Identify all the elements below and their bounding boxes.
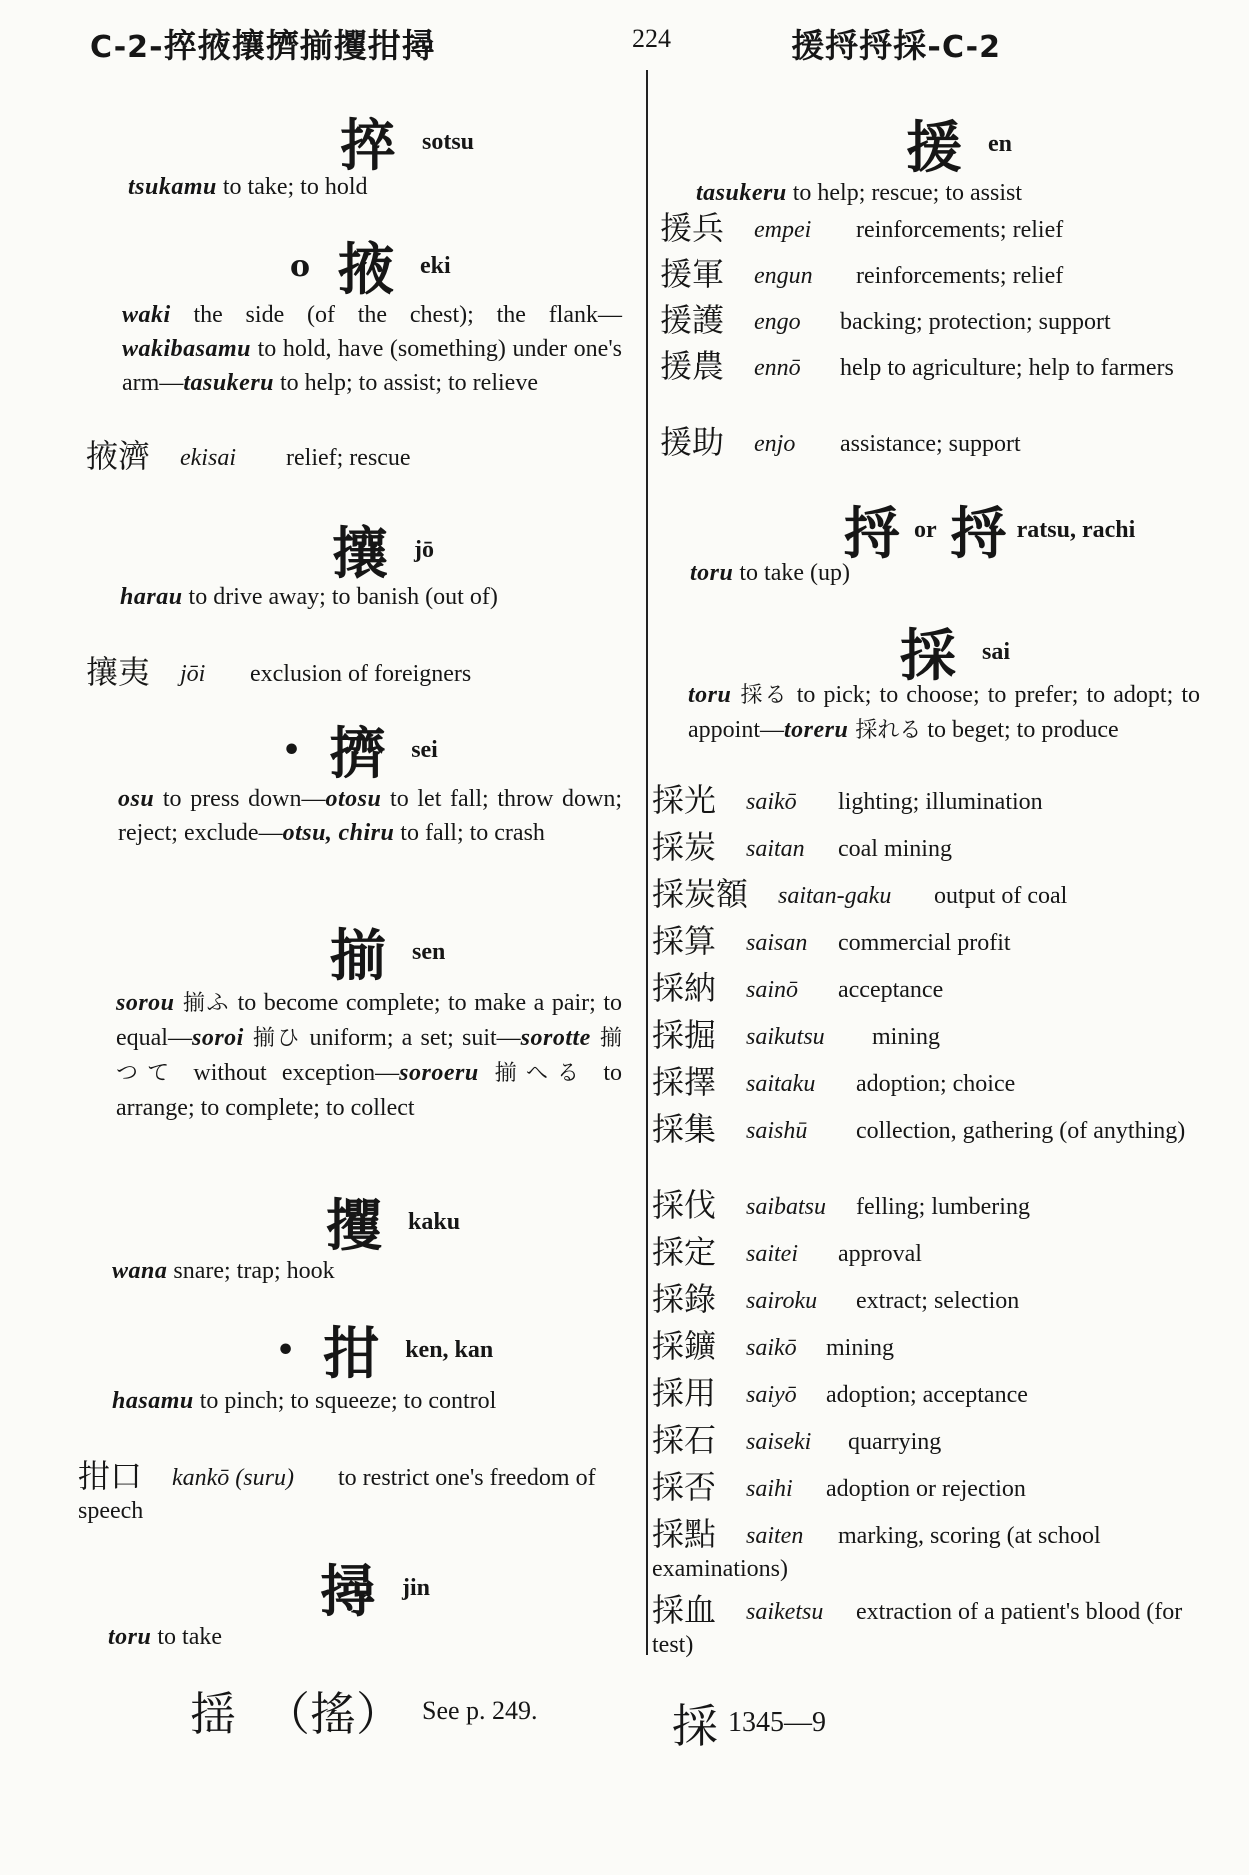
entry-definition (112, 1384, 622, 1418)
definition-text: to help; to assist; to relieve (274, 370, 538, 396)
headword-reading: sai (982, 638, 1011, 665)
compound-kanji: 採伐 (652, 1186, 717, 1224)
definition-text: to help; rescue; to assist (786, 180, 1022, 206)
reference-kanji: 揺 (190, 1687, 236, 1741)
page-number: 224 (632, 24, 671, 53)
page-reference (672, 1690, 826, 1756)
compound-entry (660, 209, 1208, 258)
compound-romaji: saitaku (746, 1071, 816, 1097)
compound-meaning: acceptance (838, 977, 944, 1003)
headword-or: or (914, 516, 937, 543)
compound-meaning: output of coal (934, 883, 1068, 909)
compound-romaji: kankō (suru) (172, 1465, 294, 1491)
compound-entry (660, 301, 1208, 350)
header-left-kanji: -捽掖攘擠揃攫拑撏 (149, 26, 436, 65)
frequency-mark-icon: • (282, 732, 302, 768)
definition-text: to take (151, 1624, 222, 1650)
entry-heading (326, 1182, 460, 1262)
compound-meaning: adoption; choice (856, 1071, 1016, 1097)
headword-kanji: 捋 (844, 501, 900, 567)
compound-meaning: exclusion of foreigners (250, 661, 472, 687)
headword-reading: ratsu, rachi (1016, 516, 1136, 543)
frequency-mark-icon: • (276, 1332, 296, 1368)
definition-word: toru (690, 560, 734, 586)
compound-meaning: extract; selection (856, 1288, 1020, 1314)
definition-text: to become complete; to make a pair; to equal— (116, 990, 622, 1051)
headword-kanji: 擠 (329, 721, 386, 787)
reference-text: 1345—9 (728, 1707, 826, 1738)
definition-text: to pick; to choose; to prefer; to adopt; to appoint— (688, 682, 1201, 743)
compound-romaji: saikō (746, 1335, 797, 1361)
entry-definition (690, 556, 1200, 590)
definition-text: to hold, have (something) under one's arm— (122, 336, 622, 396)
definition-kanji: 揃ふ (174, 991, 231, 1016)
compound-entry (652, 1327, 1208, 1377)
headword-reading: en (988, 130, 1012, 157)
entry-definition (120, 580, 620, 614)
compound-kanji: 援農 (660, 347, 725, 385)
headword-kanji: 拑 (323, 1321, 380, 1387)
compound-kanji: 攘夷 (86, 653, 151, 691)
definition-kanji: 揃つて (116, 1026, 622, 1086)
definition-text: snare; trap; hook (167, 1258, 335, 1284)
header-left (90, 20, 436, 67)
definition-word: sorotte (520, 1025, 591, 1051)
compound-kanji: 援助 (660, 423, 725, 461)
header-right-code: C-2 (941, 30, 1001, 65)
definition-word: wakibasamu (122, 336, 252, 362)
compound-kanji: 採用 (652, 1374, 717, 1412)
compound-meaning: help to agriculture; help to farmers (840, 355, 1174, 381)
entry-heading (276, 1310, 493, 1390)
compound-romaji: saiketsu (746, 1599, 824, 1625)
definition-text: to beget; to produce (921, 717, 1119, 743)
compound-kanji: 採血 (652, 1591, 717, 1629)
definition-text: to arrange; to complete; to collect (116, 1060, 622, 1121)
compound-romaji: saikō (746, 789, 797, 815)
definition-kanji: 採る (731, 683, 789, 708)
compound-kanji: 採鑛 (652, 1327, 717, 1365)
compound-entry (652, 781, 1208, 831)
compound-kanji: 採光 (652, 781, 717, 819)
compound-entry (652, 1186, 1208, 1236)
compound-romaji: saishū (746, 1118, 808, 1144)
compound-meaning: commercial profit (838, 930, 1011, 956)
compound-romaji: sairoku (746, 1288, 818, 1314)
compound-meaning: collection, gathering (of anything) (856, 1118, 1186, 1144)
compound-romaji: jōi (180, 661, 206, 687)
compound-meaning: relief; rescue (286, 445, 411, 471)
compound-kanji: 採算 (652, 922, 717, 960)
compound-entry (652, 1515, 1208, 1594)
compound-kanji: 採石 (652, 1421, 717, 1459)
entry-definition (688, 678, 1200, 748)
definition-word: soroi (191, 1025, 244, 1051)
entry-heading (330, 912, 445, 992)
compound-kanji: 採否 (652, 1468, 717, 1506)
headword-kanji-variant: 捋 (950, 501, 1007, 567)
compound-romaji: ennō (754, 355, 801, 381)
definition-word: soroeru (399, 1060, 479, 1086)
compound-kanji: 採納 (652, 969, 717, 1007)
definition-word: sorou (116, 990, 175, 1016)
compound-entry (652, 875, 1208, 925)
compound-entry (86, 437, 626, 475)
definition-word: otosu (325, 786, 382, 812)
compound-meaning: mining (826, 1335, 895, 1361)
compound-romaji: engo (754, 309, 801, 335)
compound-meaning: to restrict one's freedom of speech (78, 1465, 596, 1524)
compound-romaji: saitan (746, 836, 805, 862)
entry-heading (282, 710, 438, 790)
definition-kanji: 採れる (848, 718, 922, 743)
compound-meaning: adoption; acceptance (826, 1382, 1028, 1408)
definition-word: toreru (784, 717, 849, 743)
compound-kanji: 採錄 (652, 1280, 717, 1318)
headword-kanji: 揃 (330, 923, 386, 989)
compound-entry (652, 922, 1208, 972)
compound-romaji: saibatsu (746, 1194, 827, 1220)
definition-word: osu (118, 786, 155, 812)
compound-entry (652, 1374, 1208, 1424)
compound-kanji: 採集 (652, 1110, 717, 1148)
compound-kanji: 援兵 (660, 209, 725, 247)
compound-entry (652, 1591, 1208, 1670)
definition-word: toru (108, 1624, 152, 1650)
compound-kanji: 採定 (652, 1233, 717, 1271)
entry-definition (128, 170, 628, 204)
headword-kanji: 攫 (326, 1193, 382, 1259)
compound-entry (652, 828, 1208, 878)
compound-entry (652, 1063, 1208, 1113)
definition-text: to fall; to crash (394, 820, 545, 846)
compound-romaji: enjo (754, 431, 796, 457)
compound-romaji: saikutsu (746, 1024, 825, 1050)
compound-romaji: saitei (746, 1241, 798, 1267)
compound-entry (652, 1468, 1208, 1518)
headword-reading: jō (414, 536, 434, 563)
header-left-code: C-2 (90, 30, 150, 65)
compound-kanji: 援護 (660, 301, 725, 339)
compound-meaning: extraction of a patient's blood (for test) (652, 1599, 1183, 1658)
reference-kanji-variant: （搖） (264, 1687, 402, 1741)
entry-definition (108, 1620, 618, 1654)
compound-romaji: sainō (746, 977, 799, 1003)
definition-word: wana (112, 1258, 168, 1284)
entry-definition (118, 782, 622, 850)
compound-entry (652, 1110, 1208, 1189)
entry-definition (112, 1254, 622, 1288)
compound-meaning: marking, scoring (at school examinations) (652, 1523, 1101, 1582)
entry-definition (696, 176, 1206, 210)
headword-reading: sen (412, 938, 446, 965)
cross-reference (190, 1678, 538, 1744)
definition-text: to let fall; throw down; reject; exclude— (118, 786, 623, 846)
compound-kanji: 採炭 (652, 828, 717, 866)
definition-text: uniform; a set; suit— (301, 1025, 521, 1051)
compound-entry (660, 255, 1208, 304)
headword-reading: sotsu (422, 128, 475, 155)
compound-meaning: reinforcements; relief (856, 217, 1064, 243)
entry-heading (906, 104, 1012, 184)
definition-text: to pinch; to squeeze; to control (193, 1388, 497, 1414)
definition-text: to take; to hold (216, 174, 368, 200)
compound-meaning: quarrying (848, 1429, 942, 1455)
compound-meaning: assistance; support (840, 431, 1021, 457)
compound-meaning: approval (838, 1241, 922, 1267)
compound-kanji: 採炭額 (652, 875, 749, 913)
definition-text: to press down— (154, 786, 326, 812)
definition-word: tasukeru (183, 370, 275, 396)
headword-kanji: 捽 (340, 113, 396, 179)
compound-entry (652, 1280, 1208, 1330)
headword-kanji: 援 (906, 115, 962, 181)
definition-kanji: 揃へる (478, 1061, 589, 1086)
headword-reading: eki (420, 252, 451, 279)
headword-kanji: 掖 (338, 237, 395, 303)
compound-meaning: felling; lumbering (856, 1194, 1030, 1220)
compound-romaji: saiseki (746, 1429, 812, 1455)
compound-meaning: backing; protection; support (840, 309, 1111, 335)
definition-text: to take (up) (733, 560, 850, 586)
headword-reading: sei (411, 736, 438, 763)
compound-romaji: saiten (746, 1523, 804, 1549)
definition-word: chiru (338, 820, 395, 846)
compound-meaning: adoption or rejection (826, 1476, 1026, 1502)
compound-romaji: saisan (746, 930, 808, 956)
compound-list (660, 209, 1208, 472)
definition-word: tasukeru (696, 180, 787, 206)
reference-text: See p. 249. (422, 1696, 538, 1725)
compound-entry (652, 969, 1208, 1019)
definition-word: hasamu (112, 1388, 194, 1414)
reference-kanji: 採 (672, 1699, 718, 1753)
headword-kanji: 採 (900, 623, 956, 689)
entry-definition (122, 298, 622, 400)
compound-entry (78, 1457, 622, 1528)
entry-heading (320, 1548, 430, 1628)
headword-reading: ken, kan (405, 1336, 494, 1363)
column-divider (646, 70, 648, 1655)
compound-entry (86, 653, 626, 691)
compound-entry (652, 1233, 1208, 1283)
headword-kanji: 撏 (320, 1559, 376, 1625)
definition-text: to drive away; to banish (out of) (182, 584, 498, 610)
entry-heading (332, 510, 434, 590)
compound-kanji: 拑口 (78, 1457, 143, 1495)
definition-word: tsukamu (128, 174, 217, 200)
compound-kanji: 援軍 (660, 255, 725, 293)
compound-meaning: coal mining (838, 836, 952, 862)
headword-reading: jin (402, 1574, 431, 1601)
compound-meaning: mining (872, 1024, 941, 1050)
compound-entry (652, 1421, 1208, 1471)
compound-list (652, 781, 1208, 1670)
headword-reading: kaku (408, 1208, 461, 1235)
frequency-mark-icon: o (290, 248, 311, 284)
compound-romaji: empei (754, 217, 812, 243)
compound-romaji: saihi (746, 1476, 793, 1502)
compound-entry (652, 1016, 1208, 1066)
entry-definition (116, 986, 622, 1125)
compound-entry (660, 347, 1208, 426)
header-right (791, 20, 1001, 67)
header-right-kanji: 援捋捋採- (791, 26, 942, 65)
headword-kanji: 攘 (332, 521, 388, 587)
definition-word: waki (122, 302, 171, 328)
entry-heading (290, 226, 451, 306)
compound-meaning: lighting; illumination (838, 789, 1043, 815)
definition-word: otsu, (282, 820, 333, 846)
compound-kanji: 採掘 (652, 1016, 717, 1054)
definition-text: without exception— (178, 1060, 400, 1086)
compound-romaji: engun (754, 263, 813, 289)
compound-romaji: ekisai (180, 445, 236, 471)
compound-kanji: 採擇 (652, 1063, 717, 1101)
compound-meaning: reinforcements; relief (856, 263, 1064, 289)
definition-word: toru (688, 682, 732, 708)
compound-kanji: 採點 (652, 1515, 717, 1553)
compound-kanji: 掖濟 (86, 437, 151, 475)
definition-word: harau (120, 584, 183, 610)
compound-romaji: saitan-gaku (778, 883, 892, 909)
definition-kanji: 揃ひ (243, 1026, 302, 1051)
compound-entry (660, 423, 1208, 472)
definition-text: the side (of the chest); the flank— (170, 302, 622, 328)
compound-romaji: saiyō (746, 1382, 797, 1408)
